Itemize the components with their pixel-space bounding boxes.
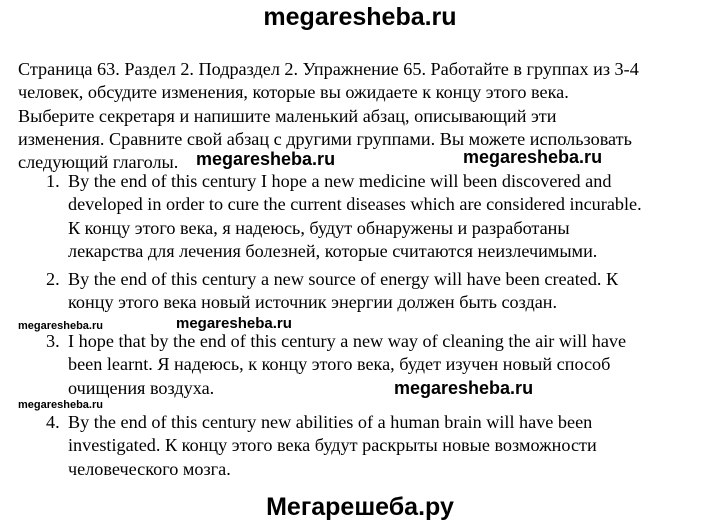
list-item-number: 4. bbox=[46, 412, 60, 432]
list-item-text: I hope that by the end of this century a new way of cleaning the air will have been learnt. Я надеюсь, к концу этого века, будет изучен новый способ очищения воздуха. bbox=[68, 331, 627, 398]
list-item-text: By the end of this century new abilities of a human brain will have been investigated. К концу этого века будут раскрыты новые возможности человеческого мозга. bbox=[68, 412, 597, 479]
watermark: megaresheba.ru bbox=[394, 378, 534, 398]
list-item-text: By the end of this century I hope a new medicine will been discovered and developed in order to cure the current diseases which are considered incurable. К концу этого века, я надеюсь, будут обнаружены и разработаны лекарства для лечения болезней, которые считаются неизлечимыми. bbox=[68, 171, 642, 261]
list-item-number: 3. bbox=[46, 331, 60, 351]
watermark: megaresheba.ru bbox=[463, 147, 603, 167]
watermark: megaresheba.ru bbox=[18, 399, 103, 411]
watermark: megaresheba.ru bbox=[196, 149, 336, 169]
watermark: megaresheba.ru bbox=[176, 315, 292, 332]
list-item-number: 2. bbox=[46, 269, 60, 289]
list-item-number: 1. bbox=[46, 171, 60, 191]
watermark: megaresheba.ru bbox=[18, 320, 103, 332]
exercise-instructions: Страница 63. Раздел 2. Подраздел 2. Упражнение 65. Работайте в группах из 3-4 человек, обсудите изменения, которые вы ожидаете к концу этого века. Выберите секретаря и напишите маленький абзац, описывающий эти изменения. Сравните свой абзац с другими группами. Вы можете использовать следующий глаголы. bbox=[18, 59, 639, 173]
site-footer-title: Мегарешеба.ру bbox=[266, 493, 454, 521]
site-header-title: megaresheba.ru bbox=[263, 3, 457, 31]
list-item-text: By the end of this century a new source of energy will have been created. К концу этого века новый источник энергии должен быть создан. bbox=[68, 269, 619, 313]
